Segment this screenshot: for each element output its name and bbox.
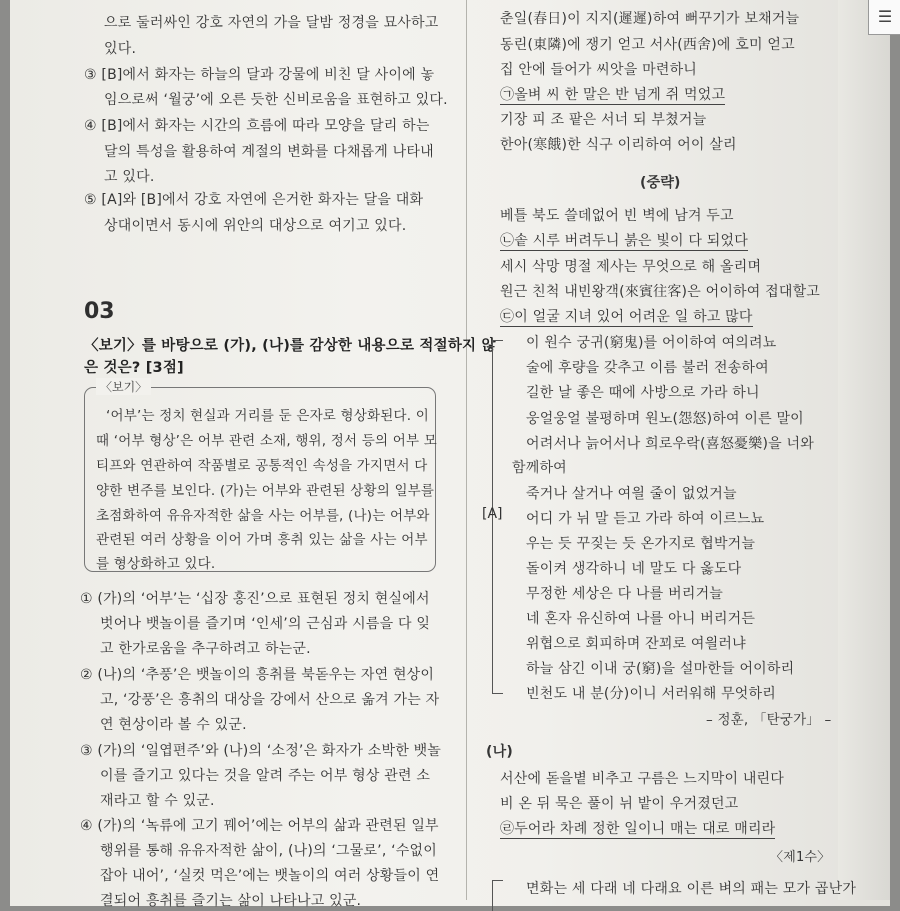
answer-choice-4[interactable]: 결되어 흥취를 즐기는 삶이 나타나고 있군.	[100, 893, 362, 909]
answer-choice-2[interactable]: 고, ‘강풍’은 흥취의 대상을 강에서 산으로 옮겨 가는 자	[100, 692, 440, 708]
choice-5-line: ⑤ [A]와 [B]에서 강호 자연에 은거한 화자는 달을 대화	[84, 192, 424, 208]
poem-line: 어려서나 늙어서나 희로우락(喜怒憂樂)을 너와	[526, 436, 814, 452]
poem-line: 돌이켜 생각하니 네 말도 다 옳도다	[526, 561, 742, 577]
poem-line: 하늘 삼긴 이내 궁(窮)을 설마한들 어이하리	[526, 661, 795, 677]
poem-line: 우는 듯 꾸짖는 듯 온가지로 협박거늘	[526, 536, 756, 552]
bogi-label: 〈보기〉	[96, 378, 151, 395]
bogi-line: 관련된 여러 상황을 이어 가며 흥취 있는 삶을 사는 어부	[96, 532, 428, 548]
bogi-line: 때 ‘어부 형상’은 어부 관련 소재, 행위, 정서 등의 어부 모	[96, 433, 437, 449]
page-edge	[838, 0, 890, 900]
question-title: 은 것은? [3점]	[84, 360, 184, 376]
poem-line: 이 원수 궁귀(窮鬼)를 어이하여 여의려뇨	[526, 335, 777, 351]
poem-b-label: (나)	[486, 744, 513, 760]
poem-line-underlined-d	[500, 818, 775, 838]
poem-line: 함께하여	[512, 460, 567, 476]
poem-line: 춘일(春日)이 지지(遲遲)하여 뻐꾸기가 보채거늘	[500, 11, 800, 27]
answer-choice-1[interactable]: 고 한가로움을 추구하려고 하는군.	[100, 641, 311, 657]
answer-choice-1[interactable]: 벗어나 뱃놀이를 즐기며 ‘인세’의 근심과 시름을 다 잊	[100, 616, 431, 632]
choice-4-line: ④ [B]에서 화자는 시간의 흐름에 따라 모양을 달리 하는	[84, 118, 430, 134]
stanza-number: 〈제1수〉	[770, 850, 831, 865]
bracket-label-a: [A]	[482, 506, 503, 522]
choice-4-line: 달의 특성을 활용하여 계절의 변화를 다채롭게 나타내	[104, 144, 434, 160]
poem-line: 빈천도 내 분(分)이니 서러워해 무엇하리	[526, 686, 776, 702]
underline-a: ㉠올벼 씨 한 말은 반 넘게 쥐 먹었고	[500, 87, 726, 103]
poem-line: 길한 날 좋은 때에 사방으로 가라 하니	[526, 385, 760, 401]
underline-c: ㉢이 얼굴 지녀 있어 어려운 일 하고 많다	[500, 309, 753, 325]
poem-line-underlined-c	[500, 306, 753, 326]
bogi-line: 초점화하여 유유자적한 삶을 사는 어부를, (나)는 어부와	[96, 508, 430, 524]
answer-choice-4[interactable]: ④ (가)의 ‘녹류에 고기 꿰어’에는 어부의 삶과 관련된 일부	[80, 818, 439, 834]
choice-5-line: 상대이면서 동시에 위안의 대상으로 여기고 있다.	[104, 218, 407, 234]
poem-line: 면화는 세 다래 네 다래요 이른 벼의 패는 모가 곱난가	[526, 881, 857, 897]
answer-choice-3[interactable]: ③ (가)의 ‘일엽편주’와 (나)의 ‘소정’은 화자가 소박한 뱃놀	[80, 743, 442, 759]
bogi-line: ‘어부’는 정치 현실과 거리를 둔 은자로 형상화된다. 이	[106, 408, 429, 424]
question-number: 03	[84, 299, 115, 324]
poem-line: 위협으로 회피하며 잔꾀로 여읠러냐	[526, 636, 746, 652]
poem-line-underlined-b	[500, 230, 748, 250]
source-citation: – 정훈, 「탄궁가」 –	[706, 712, 832, 728]
poem-line: 비 온 뒤 묵은 풀이 뉘 밭이 우거졌던고	[500, 796, 739, 812]
answer-choice-2[interactable]: ② (나)의 ‘추풍’은 뱃놀이의 흥취를 북돋우는 자연 현상이	[80, 667, 435, 683]
underline-b: ㉡솥 시루 버려두니 붉은 빛이 다 되었다	[500, 233, 748, 249]
bogi-line: 양한 변주를 보인다. (가)는 어부와 관련된 상황의 일부를	[96, 483, 435, 499]
ellipsis-mark: (중략)	[640, 175, 681, 191]
answer-choice-3[interactable]: 재라고 할 수 있군.	[100, 793, 215, 809]
choice-4-line: 고 있다.	[104, 169, 155, 185]
poem-line: 기장 피 조 팥은 서너 되 부쳤거늘	[500, 112, 707, 128]
poem-line: 술에 후량을 갖추고 이름 불러 전송하여	[526, 360, 769, 376]
poem-line: 웅얼웅얼 불평하며 원노(怨怒)하여 이른 말이	[526, 411, 804, 427]
bracket-b	[492, 880, 503, 911]
answer-choice-4[interactable]: 잡아 내어’, ‘실컷 먹은’에는 뱃놀이의 여러 상황들이 연	[100, 868, 440, 884]
choice-3-line: ③ [B]에서 화자는 하늘의 달과 강물에 비친 달 사이에 놓	[84, 67, 435, 83]
bogi-line: 를 형상화하고 있다.	[96, 556, 216, 572]
poem-line: 죽거나 살거나 여읠 줄이 없었거늘	[526, 486, 737, 502]
poem-line: 원근 친척 내빈왕객(來賓往客)은 어이하여 접대할고	[500, 284, 821, 300]
poem-line: 세시 삭망 명절 제사는 무엇으로 해 올리며	[500, 259, 762, 275]
underline-d: ㉣두어라 차례 정한 일이니 매는 대로 매리라	[500, 821, 776, 837]
poem-line: 서산에 돋을볕 비추고 구름은 느지막이 내린다	[500, 771, 785, 787]
poem-line: 동린(東隣)에 쟁기 얻고 서사(西舍)에 호미 얻고	[500, 37, 795, 53]
answer-choice-3[interactable]: 이를 즐기고 있다는 것을 알려 주는 어부 형상 관련 소	[100, 768, 431, 784]
poem-line-underlined-a	[500, 84, 725, 104]
answer-choice-2[interactable]: 연 현상이라 볼 수 있군.	[100, 717, 247, 733]
poem-line: 집 안에 들어가 씨앗을 마련하니	[500, 62, 698, 78]
poem-line: 한아(寒餓)한 식구 이리하여 어이 살리	[500, 137, 737, 153]
answer-choice-1[interactable]: ① (가)의 ‘어부’는 ‘십장 홍진’으로 표현된 정치 현실에서	[80, 591, 430, 607]
poem-line: 무정한 세상은 다 나를 버리거늘	[526, 586, 724, 602]
choice-2-line: 으로 둘러싸인 강호 자연의 가을 달밤 정경을 묘사하고	[104, 15, 439, 31]
bogi-line: 티프와 연관하여 작품별로 공통적인 속성을 가지면서 다	[96, 458, 428, 474]
choice-3-line: 임으로써 ‘월궁’에 오른 듯한 신비로움을 표현하고 있다.	[104, 92, 448, 108]
poem-line: 네 혼자 유신하여 나를 아니 버리거든	[526, 611, 756, 627]
question-title: 〈보기〉를 바탕으로 (가), (나)를 감상한 내용으로 적절하지 않	[84, 338, 496, 354]
menu-icon[interactable]: ☰	[868, 0, 900, 35]
column-divider	[466, 0, 467, 900]
answer-choice-4[interactable]: 행위를 통해 유유자적한 삶이, (나)의 ‘그물로’, ‘수없이	[100, 843, 437, 859]
poem-line: 베틀 북도 쓸데없어 빈 벽에 남겨 두고	[500, 208, 734, 224]
poem-line: 어디 가 뉘 말 듣고 가라 하여 이르느뇨	[526, 511, 765, 527]
choice-2-line: 있다.	[104, 41, 137, 57]
